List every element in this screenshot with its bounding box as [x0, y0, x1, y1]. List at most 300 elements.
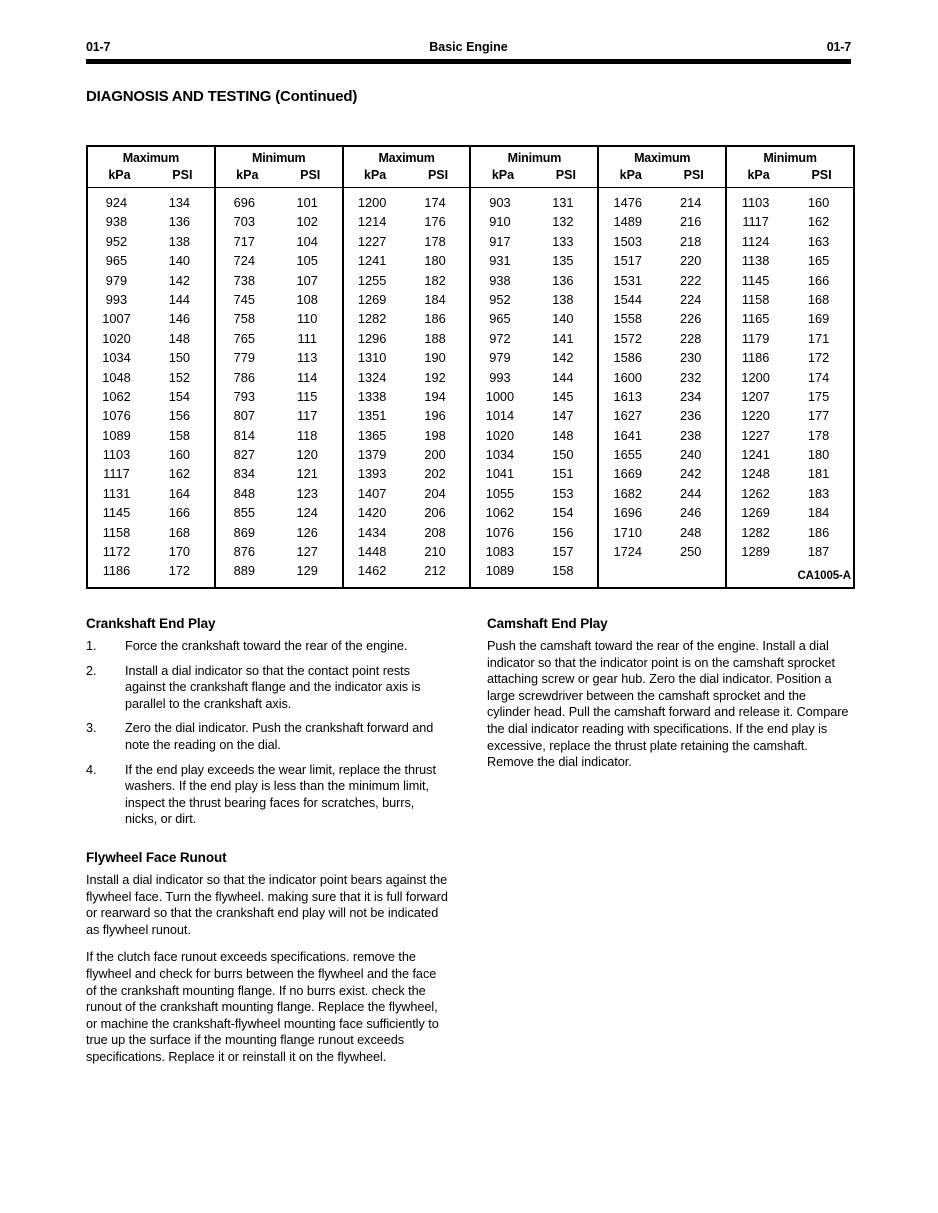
table-row [88, 426, 214, 445]
table-column-group [344, 147, 472, 587]
table-row [727, 251, 853, 270]
cell-kpa: 1020 [485, 427, 515, 443]
cell-psi: 162 [807, 214, 830, 230]
table-row [599, 290, 725, 309]
table-row [88, 251, 214, 270]
cell-psi: 123 [296, 485, 318, 501]
table-row [216, 309, 342, 328]
header-title: Basic Engine [429, 40, 508, 54]
table-row [344, 445, 470, 464]
table-row [471, 426, 597, 445]
subheader-psi: PSI [683, 168, 704, 182]
subheader-kpa: kPa [236, 168, 259, 182]
column-group-header [727, 147, 853, 188]
cell-psi: 136 [552, 272, 574, 288]
cell-psi: 160 [807, 195, 830, 210]
cell-kpa: 1696 [613, 505, 642, 521]
cell-psi: 104 [296, 233, 318, 249]
cell-kpa: 827 [233, 447, 255, 463]
cell-psi: 184 [424, 291, 446, 307]
table-row [88, 232, 214, 251]
cell-kpa: 1186 [102, 563, 131, 579]
cell-psi: 222 [680, 272, 702, 288]
table-row [727, 387, 853, 406]
cell-kpa: 1048 [102, 369, 131, 385]
table-row [216, 329, 342, 348]
cell-kpa: 1613 [613, 388, 642, 404]
cell-kpa: 1145 [741, 272, 770, 288]
cell-psi: 178 [424, 233, 446, 249]
table-row [727, 503, 853, 522]
cell-kpa: 1207 [741, 388, 770, 404]
column-group-title: Maximum [378, 151, 435, 165]
cell-kpa: 1600 [613, 369, 642, 385]
cell-kpa: 1255 [357, 272, 387, 288]
cell-psi: 124 [296, 505, 318, 521]
cell-kpa: 1407 [357, 485, 387, 501]
table-row [216, 445, 342, 464]
table-row [727, 406, 853, 425]
table-row [88, 464, 214, 483]
cell-psi: 148 [168, 330, 191, 346]
cell-kpa: 1434 [357, 524, 387, 540]
cell-psi: 150 [168, 350, 191, 366]
subheader-kpa: kPa [491, 168, 515, 182]
table-row [344, 329, 470, 348]
cell-kpa: 1324 [357, 369, 387, 385]
cell-psi: 158 [168, 427, 191, 443]
table-row [727, 193, 853, 212]
table-row [344, 368, 470, 387]
page-number-right: 01-7 [826, 40, 851, 54]
table-row [216, 251, 342, 270]
table-row [344, 193, 470, 212]
table-row [216, 464, 342, 483]
crankshaft-end-play-steps [86, 638, 448, 828]
table-row [727, 329, 853, 348]
cell-psi: 244 [680, 485, 702, 501]
table-row [599, 329, 725, 348]
cell-psi: 242 [680, 466, 702, 482]
table-column-group [727, 147, 853, 587]
subheader-psi: PSI [811, 168, 832, 182]
cell-kpa: 1531 [613, 272, 642, 288]
cell-psi: 134 [168, 195, 191, 210]
cell-psi: 162 [168, 466, 191, 482]
table-row [599, 309, 725, 328]
table-row [216, 368, 342, 387]
cell-kpa: 1034 [485, 447, 515, 463]
cell-psi: 136 [168, 214, 191, 230]
cell-psi: 113 [297, 350, 318, 366]
table-row [344, 464, 470, 483]
cell-kpa: 993 [489, 369, 511, 385]
cell-kpa: 1420 [357, 505, 387, 521]
cell-kpa: 834 [233, 466, 255, 482]
cell-kpa: 1289 [741, 544, 770, 560]
cell-kpa: 1476 [613, 195, 642, 210]
table-row [471, 290, 597, 309]
subheader-psi: PSI [427, 168, 449, 182]
column-group-header [344, 147, 470, 188]
table-row [599, 503, 725, 522]
cell-psi: 228 [680, 330, 702, 346]
page-number-left: 01-7 [86, 40, 111, 54]
cell-psi: 107 [296, 272, 318, 288]
column-group-title: Minimum [252, 151, 306, 165]
cell-kpa: 738 [233, 272, 255, 288]
subheader-kpa: kPa [363, 168, 387, 182]
table-row [88, 542, 214, 561]
table-column-group [216, 147, 344, 587]
cell-kpa: 1172 [102, 544, 131, 560]
table-row [471, 542, 597, 561]
cell-psi: 166 [807, 272, 830, 288]
list-item-text: Force the crankshaft toward the rear of the engine. [125, 639, 408, 653]
cell-psi: 186 [424, 311, 446, 327]
cell-kpa: 1669 [613, 466, 642, 482]
subheader-kpa: kPa [108, 168, 131, 182]
cell-kpa: 779 [233, 350, 255, 366]
cell-psi: 176 [424, 214, 446, 230]
cell-psi: 138 [168, 233, 191, 249]
table-row [727, 426, 853, 445]
cell-kpa: 807 [233, 408, 255, 424]
cell-kpa: 1041 [485, 466, 515, 482]
table-row [727, 445, 853, 464]
cell-kpa: 1248 [741, 466, 770, 482]
cell-kpa: 1103 [741, 195, 770, 210]
cell-psi: 220 [680, 253, 702, 269]
cell-kpa: 696 [233, 195, 255, 210]
cell-psi: 121 [296, 466, 318, 482]
table-row [88, 387, 214, 406]
cell-psi: 250 [680, 544, 702, 560]
list-item [86, 762, 448, 828]
cell-psi: 147 [552, 408, 574, 424]
column-group-body [216, 188, 342, 587]
cell-kpa: 965 [489, 311, 511, 327]
cell-kpa: 1710 [613, 524, 642, 540]
cell-kpa: 952 [105, 233, 128, 249]
cell-kpa: 1179 [741, 330, 770, 346]
cell-psi: 210 [424, 544, 446, 560]
cell-kpa: 1489 [613, 214, 642, 230]
column-group-header [88, 147, 214, 188]
column-subheader-row [344, 168, 470, 183]
column-subheader-row [216, 168, 342, 183]
table-row [216, 406, 342, 425]
cell-psi: 165 [807, 253, 830, 269]
cell-psi: 200 [424, 447, 446, 463]
column-subheader-row [599, 168, 725, 183]
running-header [86, 40, 851, 66]
table-row [471, 445, 597, 464]
column-group-body [88, 188, 214, 587]
camshaft-end-play-heading: Camshaft End Play [487, 616, 608, 631]
list-item [86, 720, 448, 753]
cell-kpa: 924 [105, 195, 128, 210]
cell-kpa: 903 [489, 195, 511, 210]
column-group-body [471, 188, 597, 587]
subheader-psi: PSI [172, 168, 193, 182]
cell-psi: 192 [424, 369, 446, 385]
cell-psi: 110 [297, 311, 318, 327]
table-row [727, 232, 853, 251]
table-row [599, 406, 725, 425]
cell-psi: 156 [168, 408, 191, 424]
table-row [727, 290, 853, 309]
cell-psi: 238 [680, 427, 702, 443]
cell-psi: 142 [168, 272, 191, 288]
cell-kpa: 972 [489, 330, 511, 346]
cell-kpa: 979 [489, 350, 511, 366]
cell-psi: 178 [807, 427, 830, 443]
table-row [471, 484, 597, 503]
table-row [727, 348, 853, 367]
cell-psi: 187 [807, 544, 830, 560]
cell-psi: 180 [807, 447, 830, 463]
cell-kpa: 1282 [357, 311, 387, 327]
cell-kpa: 848 [233, 485, 255, 501]
table-row [599, 271, 725, 290]
cell-kpa: 1517 [613, 253, 642, 269]
table-row [471, 193, 597, 212]
table-row [727, 523, 853, 542]
table-row [344, 251, 470, 270]
table-row [727, 212, 853, 231]
cell-psi: 172 [168, 563, 191, 579]
cell-kpa: 1220 [741, 408, 770, 424]
crankshaft-end-play-heading: Crankshaft End Play [86, 616, 216, 631]
table-row [471, 387, 597, 406]
table-row [344, 503, 470, 522]
cell-kpa: 703 [233, 214, 255, 230]
table-row [344, 523, 470, 542]
table-row [599, 232, 725, 251]
cell-kpa: 1076 [102, 408, 131, 424]
cell-psi: 182 [424, 272, 446, 288]
cell-psi: 150 [552, 447, 574, 463]
subheader-psi: PSI [300, 168, 321, 182]
cell-psi: 169 [807, 311, 830, 327]
flywheel-paragraph-2: If the clutch face runout exceeds specifications. remove the flywheel and check for burrs between the flywheel and the face of the crankshaft mounting flange. If no burrs exist. check the runout of the crankshaft mounting flange. Replace the flywheel, or machine the crankshaft-flywheel mounting face sufficiently to true up the surface if the mounting flange runout exceeds specifications. Replace it or reinstall it on the flywheel. [86, 950, 439, 1064]
cell-kpa: 1462 [357, 563, 387, 579]
cell-kpa: 1227 [741, 427, 770, 443]
cell-kpa: 1200 [357, 195, 387, 210]
cell-kpa: 1145 [102, 505, 131, 521]
cell-kpa: 1558 [613, 311, 642, 327]
table-row [344, 387, 470, 406]
cell-kpa: 717 [233, 233, 255, 249]
header-rule [86, 59, 851, 64]
cell-kpa: 1503 [613, 233, 642, 249]
column-group-body [727, 188, 853, 567]
cell-kpa: 1034 [102, 350, 131, 366]
table-row [216, 193, 342, 212]
cell-kpa: 1062 [485, 505, 515, 521]
table-row [216, 523, 342, 542]
cell-kpa: 1089 [102, 427, 131, 443]
cell-psi: 190 [424, 350, 446, 366]
table-row [88, 348, 214, 367]
table-row [727, 309, 853, 328]
table-row [599, 542, 725, 561]
cell-psi: 180 [424, 253, 446, 269]
table-row [599, 523, 725, 542]
column-group-title: Maximum [634, 151, 691, 165]
table-row [599, 193, 725, 212]
column-subheader-row [727, 168, 853, 183]
cell-psi: 127 [296, 544, 318, 560]
column-group-title: Minimum [763, 151, 817, 165]
cell-kpa: 1310 [357, 350, 387, 366]
cell-psi: 138 [552, 291, 574, 307]
cell-kpa: 1544 [613, 291, 642, 307]
column-subheader-row [471, 168, 597, 183]
table-row [471, 406, 597, 425]
table-row [216, 426, 342, 445]
cell-kpa: 917 [489, 233, 511, 249]
table-row [216, 290, 342, 309]
cell-kpa: 1117 [742, 214, 769, 230]
table-row [471, 503, 597, 522]
cell-psi: 174 [424, 195, 446, 210]
cell-kpa: 1296 [357, 330, 387, 346]
table-row [216, 271, 342, 290]
cell-psi: 141 [552, 330, 574, 346]
cell-psi: 214 [680, 195, 702, 210]
subheader-kpa: kPa [747, 168, 770, 182]
cell-psi: 204 [424, 485, 446, 501]
table-row [471, 251, 597, 270]
cell-psi: 236 [680, 408, 702, 424]
cell-kpa: 1586 [613, 350, 642, 366]
cell-psi: 226 [680, 311, 702, 327]
table-row [216, 484, 342, 503]
list-item-text: Install a dial indicator so that the contact point rests against the crankshaft flange and the indicator axis is parallel to the crankshaft axis. [125, 663, 421, 711]
cell-psi: 230 [680, 350, 702, 366]
table-column-group [471, 147, 599, 587]
table-row [344, 348, 470, 367]
list-item [86, 638, 448, 655]
cell-kpa: 765 [233, 330, 255, 346]
cell-kpa: 1262 [741, 485, 770, 501]
cell-kpa: 1014 [485, 408, 515, 424]
cell-psi: 153 [552, 485, 574, 501]
cell-kpa: 1379 [357, 447, 387, 463]
list-item-text: If the end play exceeds the wear limit, replace the thrust washers. If the end play is less than the minimum limit, inspect the thrust bearing faces for scratches, burrs, nicks, or dirt. [125, 762, 436, 827]
cell-psi: 240 [680, 447, 702, 463]
cell-psi: 183 [807, 485, 830, 501]
cell-psi: 188 [424, 330, 446, 346]
table-row [344, 542, 470, 561]
table-row [88, 193, 214, 212]
cell-psi: 224 [680, 291, 702, 307]
table-row [599, 368, 725, 387]
table-row [471, 464, 597, 483]
table-row [88, 309, 214, 328]
table-row [599, 212, 725, 231]
right-text-column [487, 616, 849, 782]
table-row [727, 368, 853, 387]
cell-kpa: 1138 [741, 253, 770, 269]
cell-kpa: 758 [233, 311, 255, 327]
cell-kpa: 1124 [741, 233, 770, 249]
list-item-text: Zero the dial indicator. Push the crankshaft forward and note the reading on the dial. [125, 721, 434, 752]
table-row [599, 484, 725, 503]
cell-psi: 208 [424, 524, 446, 540]
cell-psi: 114 [297, 369, 318, 385]
column-group-header [471, 147, 597, 188]
cell-kpa: 855 [233, 505, 255, 521]
cell-psi: 151 [552, 466, 574, 482]
camshaft-paragraph: Push the camshaft toward the rear of the engine. Install a dial indicator so that the indicator point is on the camshaft sprocket attaching screw or gear hub. Zero the dial indicator. Position a large screwdriver between the camshaft sprocket and the cylinder head. Pull the camshaft forward and release it. Compare the dial indicator reading with specifications. If the end play is excessive, replace the thrust plate retaining the camshaft. Remove the dial indicator. [487, 639, 849, 770]
cell-kpa: 1724 [613, 544, 642, 560]
list-item-number: 2. [86, 663, 97, 678]
cell-psi: 248 [680, 524, 702, 540]
table-row [88, 271, 214, 290]
table-row [344, 309, 470, 328]
cell-psi: 118 [297, 427, 318, 443]
cell-kpa: 1158 [741, 291, 770, 307]
cell-psi: 218 [680, 233, 702, 249]
cell-kpa: 1393 [357, 466, 387, 482]
cell-kpa: 1214 [357, 214, 387, 230]
cell-psi: 184 [807, 505, 830, 521]
cell-psi: 174 [807, 369, 830, 385]
cell-psi: 140 [552, 311, 574, 327]
cell-kpa: 869 [233, 524, 255, 540]
cell-kpa: 1083 [485, 544, 515, 560]
flywheel-paragraph-1: Install a dial indicator so that the indicator point bears against the flywheel face. Turn the flywheel. making sure that it is full forward or rearward so that the crankshaft end play will not be indicated as flywheel runout. [86, 872, 448, 937]
cell-psi: 212 [424, 563, 446, 579]
cell-kpa: 793 [233, 388, 255, 404]
cell-psi: 164 [168, 485, 191, 501]
column-group-body [344, 188, 470, 587]
cell-psi: 101 [296, 195, 318, 210]
cell-kpa: 1655 [613, 447, 642, 463]
table-row [344, 484, 470, 503]
column-subheader-row [88, 168, 214, 183]
column-group-header [599, 147, 725, 188]
cell-kpa: 1241 [741, 447, 770, 463]
cell-psi: 111 [297, 330, 317, 346]
cell-psi: 152 [168, 369, 191, 385]
cell-kpa: 786 [233, 369, 255, 385]
cell-psi: 142 [552, 350, 574, 366]
cell-psi: 135 [552, 253, 574, 269]
cell-psi: 158 [552, 563, 574, 579]
list-item-number: 1. [86, 639, 97, 653]
cell-kpa: 1117 [103, 466, 130, 482]
table-row [88, 212, 214, 231]
table-row [727, 271, 853, 290]
table-row [599, 445, 725, 464]
cell-kpa: 1186 [741, 350, 770, 366]
cell-kpa: 889 [233, 563, 255, 579]
table-row [344, 232, 470, 251]
table-row [344, 271, 470, 290]
cell-kpa: 1627 [613, 408, 642, 424]
cell-psi: 117 [297, 408, 318, 424]
cell-kpa: 1572 [613, 330, 642, 346]
cell-psi: 144 [552, 369, 574, 385]
subheader-kpa: kPa [619, 168, 642, 182]
cell-kpa: 1338 [357, 388, 387, 404]
cell-kpa: 745 [233, 291, 255, 307]
cell-psi: 246 [680, 505, 702, 521]
